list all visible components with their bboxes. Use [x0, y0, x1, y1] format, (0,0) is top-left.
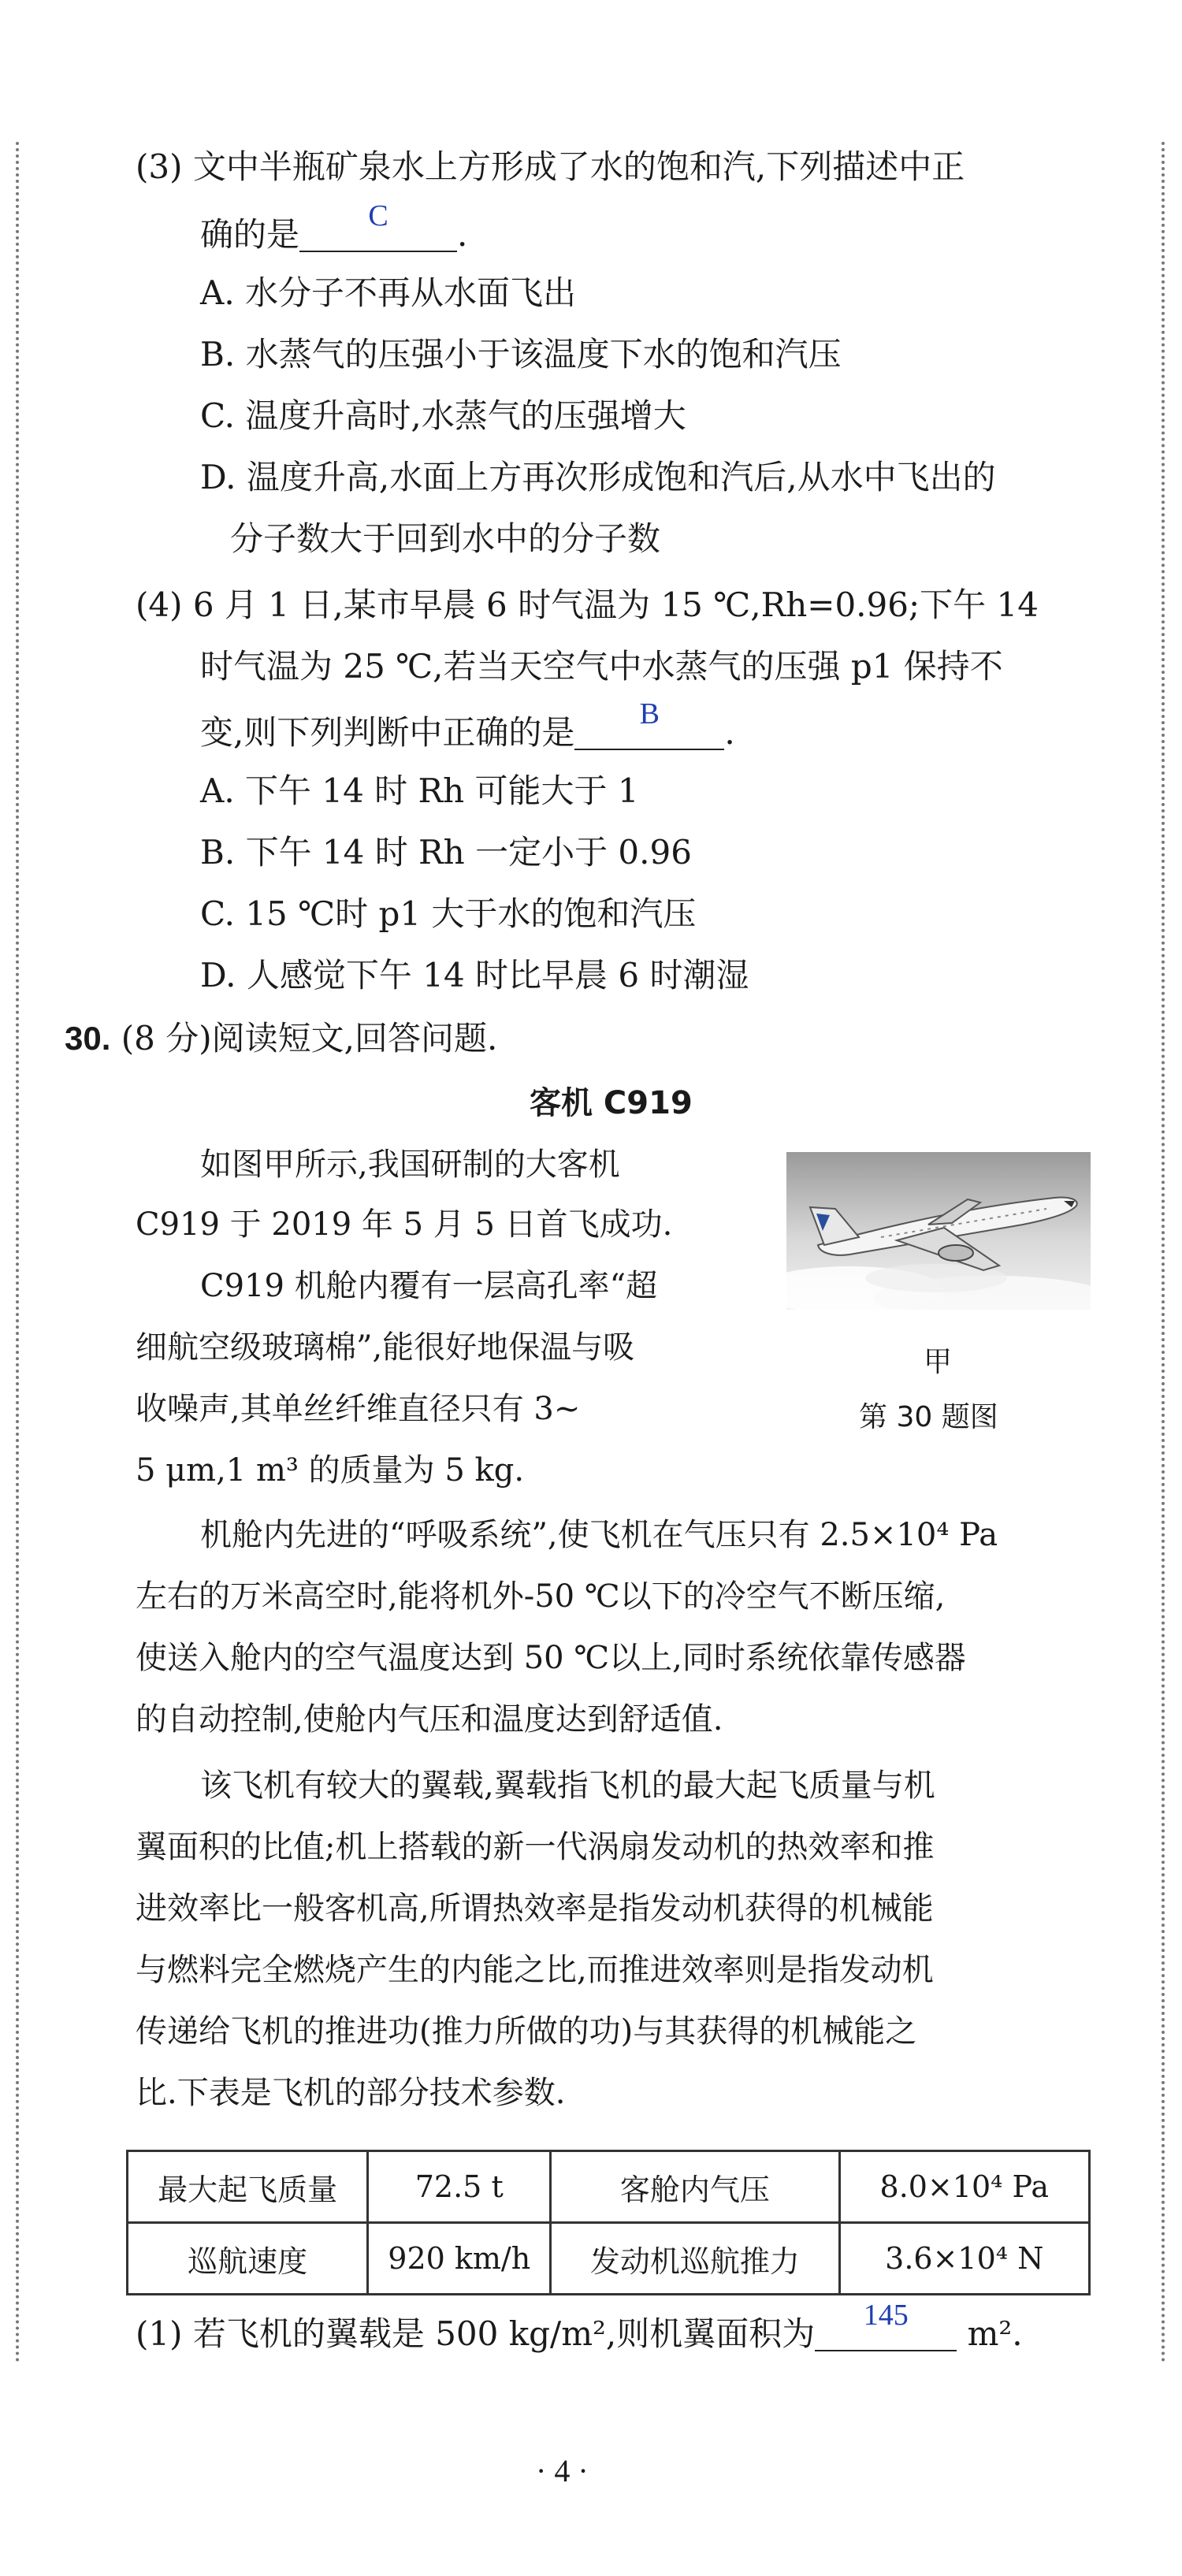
article-line: 如图甲所示,我国研制的大客机 — [200, 1147, 620, 1183]
article-line: 细航空级玻璃棉”,能很好地保温与吸 — [136, 1329, 635, 1366]
article-title: 客机 C919 — [530, 1085, 693, 1121]
q3-option-d-continued: 分子数大于回到水中的分子数 — [230, 519, 661, 558]
article-line: C919 于 2019 年 5 月 5 日首飞成功. — [136, 1206, 673, 1243]
table-cell: 920 km/h — [368, 2223, 551, 2295]
q30-number: 30. — [65, 1020, 111, 1057]
technical-parameters-table — [126, 2150, 1091, 2295]
article-line: 左右的万米高空时,能将机外-50 ℃以下的冷空气不断压缩, — [136, 1578, 946, 1615]
q30-heading — [65, 1015, 497, 1062]
table-cell: 最大起飞质量 — [128, 2151, 368, 2223]
article-line: 5 μm,1 m³ 的质量为 5 kg. — [136, 1452, 525, 1489]
q4-stem-suffix: . — [724, 713, 735, 752]
q3-option-a: A. 水分子不再从水面飞出 — [200, 273, 577, 312]
q3-stem-line1: (3) 文中半瓶矿泉水上方形成了水的饱和汽,下列描述中正 — [136, 147, 965, 186]
q4-answer: B — [639, 697, 660, 730]
q4-stem-line2: 时气温为 25 ℃,若当天空气中水蒸气的压强 p1 保持不 — [200, 647, 1003, 686]
page-number: · 4 · — [536, 2453, 589, 2489]
q3-option-b: B. 水蒸气的压强小于该温度下水的饱和汽压 — [200, 335, 842, 374]
article-line: 与燃料完全燃烧产生的内能之比,而推进效率则是指发动机 — [136, 1952, 934, 1988]
article-line: 进效率比一般客机高,所谓热效率是指发动机获得的机械能 — [136, 1890, 934, 1927]
article-line: C919 机舱内覆有一层高孔率“超 — [200, 1268, 658, 1304]
q30-sub1-answer: 145 — [863, 2299, 909, 2332]
table-cell: 3.6×10⁴ N — [839, 2223, 1089, 2295]
airplane-photo — [786, 1152, 1091, 1310]
article-line: 机舱内先进的“呼吸系统”,使飞机在气压只有 2.5×10⁴ Pa — [200, 1517, 998, 1553]
table-row — [128, 2223, 1090, 2295]
article-line: 传递给飞机的推进功(推力所做的功)与其获得的机械能之 — [136, 2013, 917, 2050]
q4-option-b: B. 下午 14 时 Rh 一定小于 0.96 — [200, 833, 692, 872]
q3-answer-blank — [299, 199, 457, 252]
table-row — [128, 2151, 1090, 2223]
figure-label-jia: 甲 — [924, 1346, 953, 1378]
q4-stem-line3 — [200, 697, 735, 756]
q30-sub1-answer-blank — [815, 2299, 957, 2351]
q3-option-c: C. 温度升高时,水蒸气的压强增大 — [200, 396, 686, 435]
table-cell: 8.0×10⁴ Pa — [839, 2151, 1089, 2223]
q4-option-a: A. 下午 14 时 Rh 可能大于 1 — [200, 771, 639, 810]
article-line: 的自动控制,使舱内气压和温度达到舒适值. — [136, 1701, 723, 1738]
q30-heading-text: (8 分)阅读短文,回答问题. — [121, 1019, 498, 1058]
q4-option-c: C. 15 ℃时 p1 大于水的饱和汽压 — [200, 894, 697, 933]
article-line: 使送入舱内的空气温度达到 50 ℃以上,同时系统依靠传感器 — [136, 1640, 966, 1676]
right-binding-edge — [1162, 142, 1165, 2364]
article-line: 比.下表是飞机的部分技术参数. — [136, 2075, 566, 2111]
q30-sub1-unit: m². — [967, 2314, 1023, 2353]
article-line: 翼面积的比值;机上搭载的新一代涡扇发动机的热效率和推 — [136, 1829, 935, 1865]
q4-answer-blank — [574, 697, 724, 750]
article-line: 该飞机有较大的翼载,翼载指飞机的最大起飞质量与机 — [200, 1768, 935, 1804]
q3-answer: C — [368, 199, 388, 232]
article-line: 收噪声,其单丝纤维直径只有 3~ — [136, 1391, 581, 1427]
q30-sub1 — [136, 2299, 1023, 2358]
left-binding-edge — [16, 142, 19, 2364]
table-cell: 72.5 t — [368, 2151, 551, 2223]
q3-stem-line2 — [200, 199, 468, 258]
q4-stem-prefix: 变,则下列判断中正确的是 — [200, 713, 575, 752]
q4-option-d: D. 人感觉下午 14 时比早晨 6 时潮湿 — [200, 956, 749, 994]
table-cell: 发动机巡航推力 — [551, 2223, 839, 2295]
q3-stem-prefix: 确的是 — [200, 215, 300, 254]
q3-stem-suffix: . — [457, 215, 468, 254]
c919-airplane-figure — [786, 1152, 1091, 1310]
table-cell: 巡航速度 — [128, 2223, 368, 2295]
q30-sub1-stem: (1) 若飞机的翼载是 500 kg/m²,则机翼面积为 — [136, 2314, 816, 2353]
table-cell: 客舱内气压 — [551, 2151, 839, 2223]
q3-option-d: D. 温度升高,水面上方再次形成饱和汽后,从水中飞出的 — [200, 458, 996, 496]
q4-stem-line1: (4) 6 月 1 日,某市早晨 6 时气温为 15 ℃,Rh=0.96;下午 14 — [136, 585, 1039, 624]
figure-caption: 第 30 题图 — [859, 1401, 998, 1433]
